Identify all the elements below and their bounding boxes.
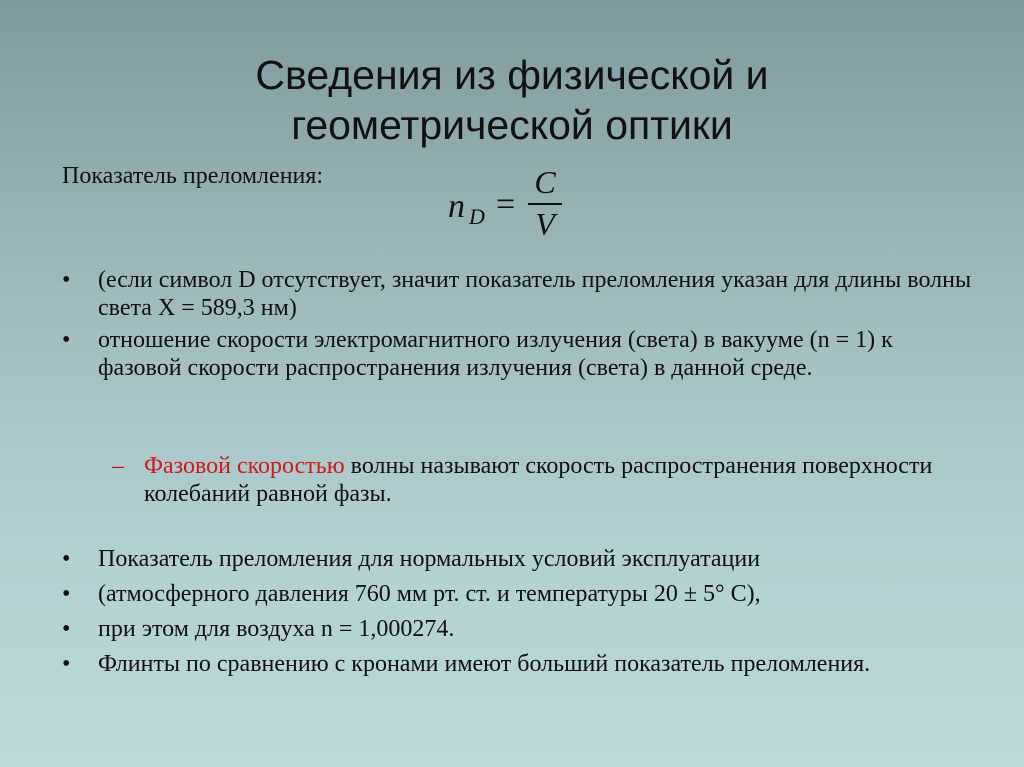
dash-marker: – (112, 453, 124, 479)
formula-equals: = (496, 186, 516, 223)
bullet-marker: • (62, 616, 71, 642)
page-title (0, 50, 1024, 150)
list-item-text: (атмосферного давления 760 мм рт. ст. и температуры 20 ± 5° С), (98, 581, 761, 607)
title-line-1: Сведения из физической и (255, 52, 769, 98)
list-item (62, 266, 982, 322)
list-item-text: (если символ D отсутствует, значит показатель преломления указан для длины волны света Х = 589,3 нм) (98, 267, 972, 321)
formula-lhs-subscript: D (469, 204, 485, 229)
formula-fraction-bar (528, 203, 562, 205)
formula-numerator: C (534, 164, 556, 200)
list-item-text: Показатель преломления для нормальных условий эксплуатации (98, 546, 761, 572)
list-item (62, 326, 982, 382)
formula-lhs: n (448, 188, 465, 225)
refractive-index-formula (448, 165, 568, 245)
list-item-text: отношение скорости электромагнитного излучения (света) в вакууме (n = 1) к фазовой скорости распространения излучения (света) в данной среде. (98, 327, 893, 381)
formula-denominator: V (535, 206, 555, 242)
sub-list-item-rest: волны называют скорость распространения поверхности колебаний равной фазы. (144, 453, 933, 507)
bullet-marker: • (62, 581, 71, 607)
sub-list-item (112, 452, 972, 508)
bullet-marker: • (62, 327, 71, 353)
sub-list-item-text (144, 452, 972, 508)
title-line-2: геометрической оптики (291, 102, 733, 148)
list-item-text: Флинты по сравнению с кронами имеют больший показатель преломления. (98, 651, 871, 677)
list-item (62, 650, 982, 678)
bullet-marker: • (62, 546, 71, 572)
list-item (62, 615, 982, 643)
list-item-text: при этом для воздуха n = 1,000274. (98, 616, 455, 642)
bullet-marker: • (62, 651, 71, 677)
bullet-marker: • (62, 267, 71, 293)
highlighted-term: Фазовой скоростью (144, 453, 345, 479)
refractive-index-label: Показатель преломления: (62, 163, 324, 189)
list-item (62, 580, 982, 608)
list-item (62, 545, 982, 573)
